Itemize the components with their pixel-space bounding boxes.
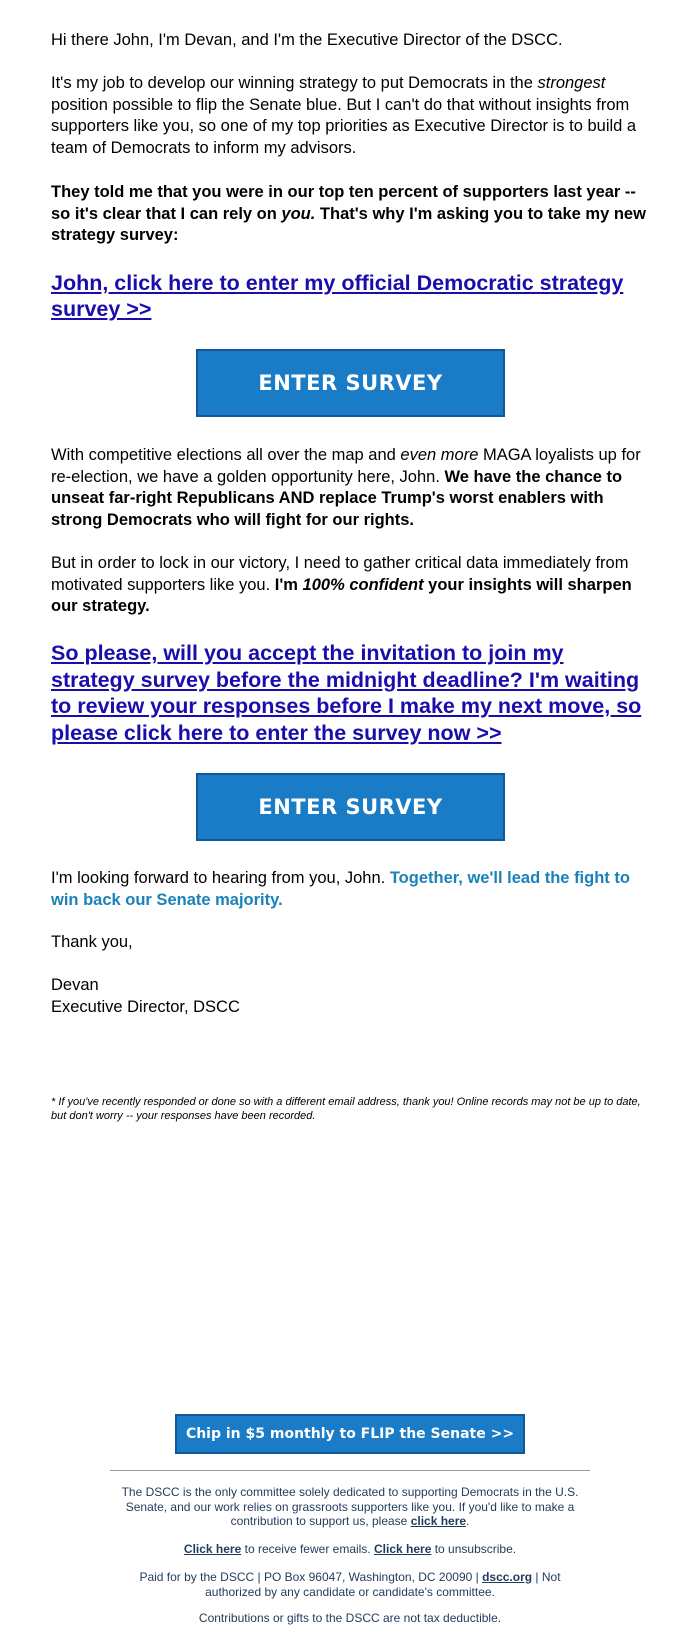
- signature-title: Executive Director, DSCC: [51, 997, 240, 1016]
- closing-paragraph: I'm looking forward to hearing from you, John. Together, we'll lead the fight to win back our Senate majority.: [51, 869, 630, 909]
- greeting-paragraph: Hi there John, I'm Devan, and I'm the Executive Director of the DSCC.: [51, 31, 563, 49]
- footer-tax-note: Contributions or gifts to the DSCC are not tax deductible.: [198, 1611, 502, 1625]
- opportunity-paragraph: With competitive elections all over the map and even more MAGA loyalists up for re-election, we have a golden opportunity here, John. We have the chance to unseat far-right Republicans AND replace Trump's worst enablers with strong Democrats who will fight for our rights.: [51, 446, 641, 529]
- dscc-website-link[interactable]: dscc.org: [482, 1570, 533, 1584]
- contribute-link[interactable]: click here: [410, 1514, 467, 1528]
- chip-in-button[interactable]: Chip in $5 monthly to FLIP the Senate >>: [175, 1414, 525, 1454]
- enter-survey-button-2[interactable]: ENTER SURVEY: [196, 773, 505, 841]
- data-paragraph: But in order to lock in our victory, I need to gather critical data immediately from motivated supporters like you. I'm 100% confident your insights will sharpen our strategy.: [51, 554, 632, 615]
- unsubscribe-link[interactable]: Click here: [374, 1542, 432, 1556]
- footer-paid-for: Paid for by the DSCC | PO Box 96047, Washington, DC 20090 | dscc.org | Not authorized by any candidate or candidate's committee.: [139, 1570, 561, 1599]
- ask-paragraph: They told me that you were in our top ten percent of supporters last year -- so it's clear that I can rely on you. That's why I'm asking you to take my new strategy survey:: [51, 183, 646, 244]
- signature: [51, 975, 240, 1018]
- footer-divider: [110, 1470, 590, 1471]
- footer-email-prefs: Click here to receive fewer emails. Click here to unsubscribe.: [183, 1542, 517, 1556]
- thanks-text: Thank you,: [51, 933, 133, 951]
- signature-name: Devan: [51, 976, 99, 994]
- survey-link-deadline[interactable]: So please, will you accept the invitation to join my strategy survey before the midnight deadline? I'm waiting to review your responses before I make my next move, so please click here to enter the survey now >>: [51, 641, 642, 745]
- intro-paragraph: It's my job to develop our winning strategy to put Democrats in the strongest position possible to flip the Senate blue. But I can't do that without insights from supporters like you, so one of my top priorities as Executive Director is to build a team of Democrats to inform my advisors.: [51, 74, 637, 157]
- survey-link-top[interactable]: John, click here to enter my official Democratic strategy survey >>: [51, 271, 624, 321]
- footer-about: The DSCC is the only committee solely dedicated to supporting Democrats in the U.S. Senate, and our work relies on grassroots supporters like you. If you'd like to make a contribution to support us, please click here.: [121, 1485, 579, 1528]
- closing-highlight: Together, we'll lead the fight to win back our Senate majority.: [51, 869, 630, 909]
- enter-survey-button[interactable]: ENTER SURVEY: [196, 349, 505, 417]
- fewer-emails-link[interactable]: Click here: [183, 1542, 242, 1556]
- fine-print: * If you've recently responded or done so with a different email address, thank you! Online records may not be up to date, but don't worry -- your responses have been recorded.: [51, 1096, 641, 1122]
